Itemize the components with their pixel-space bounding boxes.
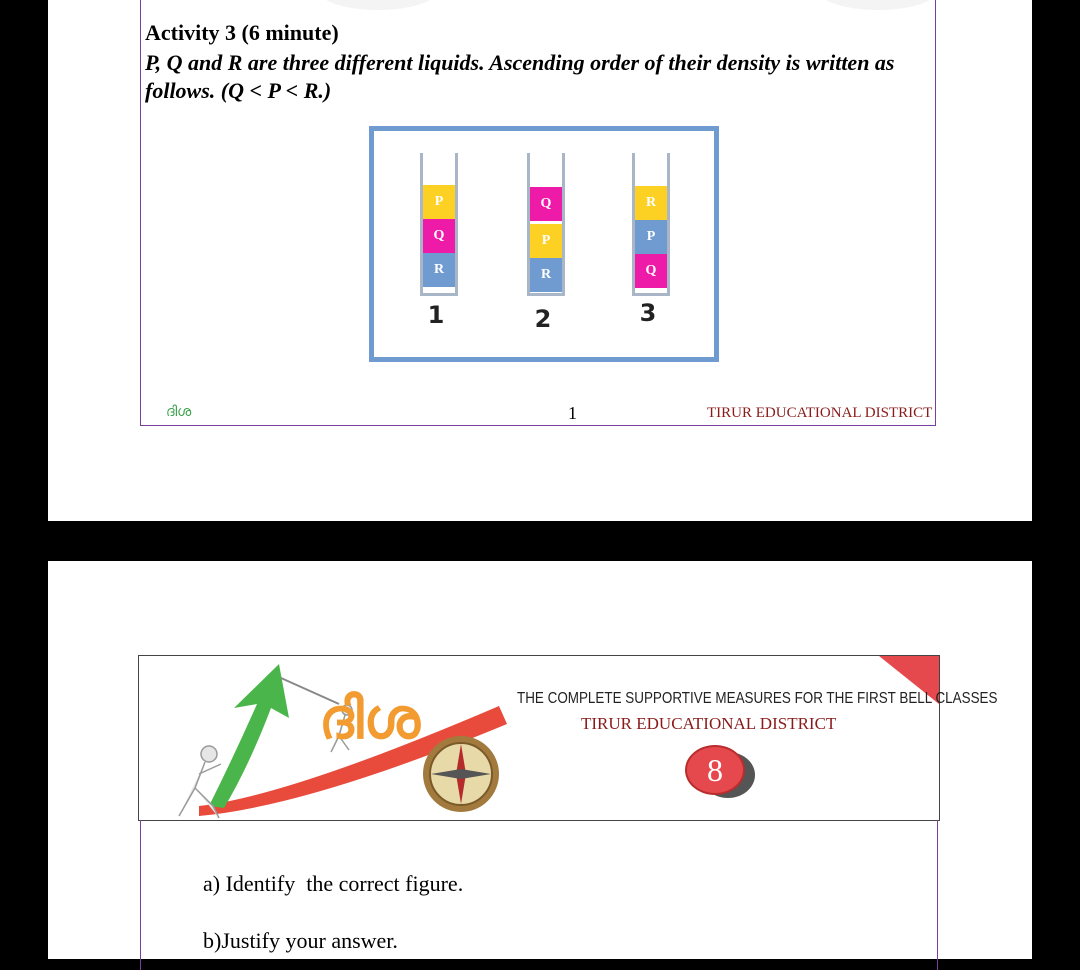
activity-title: Activity 3 (6 minute) (145, 20, 339, 45)
question-b: b)Justify your answer. (203, 928, 398, 953)
liquid-layer: P (530, 224, 562, 258)
footer-district: TIRUR EDUCATIONAL DISTRICT (707, 405, 933, 421)
test-tube (632, 153, 670, 296)
test-tube (420, 153, 458, 296)
tube-number: 1 (427, 301, 445, 329)
banner-tagline: THE COMPLETE SUPPORTIVE MEASURES FOR THE FIRST BELL CLASSES (517, 690, 998, 707)
banner-logo-text: ദിശ (319, 687, 421, 752)
class-number-badge: 8 (685, 745, 745, 795)
liquid-layer: P (635, 220, 667, 254)
banner-logo-graphic (139, 656, 519, 822)
test-tube (527, 153, 565, 296)
liquid-layer: R (530, 258, 562, 292)
question-a: a) Identify the correct figure. (203, 871, 464, 896)
tube-number: 2 (534, 305, 552, 333)
density-figure (369, 126, 719, 362)
tube-number: 3 (639, 299, 657, 327)
activity-description: P, Q and R are three different liquids. Ascending order of their density is written as follows. (Q < P < R.) (145, 50, 895, 103)
document-page-1 (48, 0, 1032, 521)
compass-icon (423, 736, 499, 812)
liquid-layer: Q (530, 187, 562, 221)
liquid-layer: R (635, 186, 667, 220)
liquid-layer: Q (635, 254, 667, 288)
liquid-layer: R (423, 253, 455, 287)
header-banner (138, 655, 998, 821)
footer-logo: ദിശ (166, 404, 192, 420)
banner-district: TIRUR EDUCATIONAL DISTRICT (581, 714, 837, 733)
liquid-layer: P (423, 185, 455, 219)
page-number: 1 (568, 403, 577, 423)
liquid-layer: Q (423, 219, 455, 253)
green-arrow-icon (209, 664, 289, 808)
document-page-2 (48, 561, 1032, 959)
